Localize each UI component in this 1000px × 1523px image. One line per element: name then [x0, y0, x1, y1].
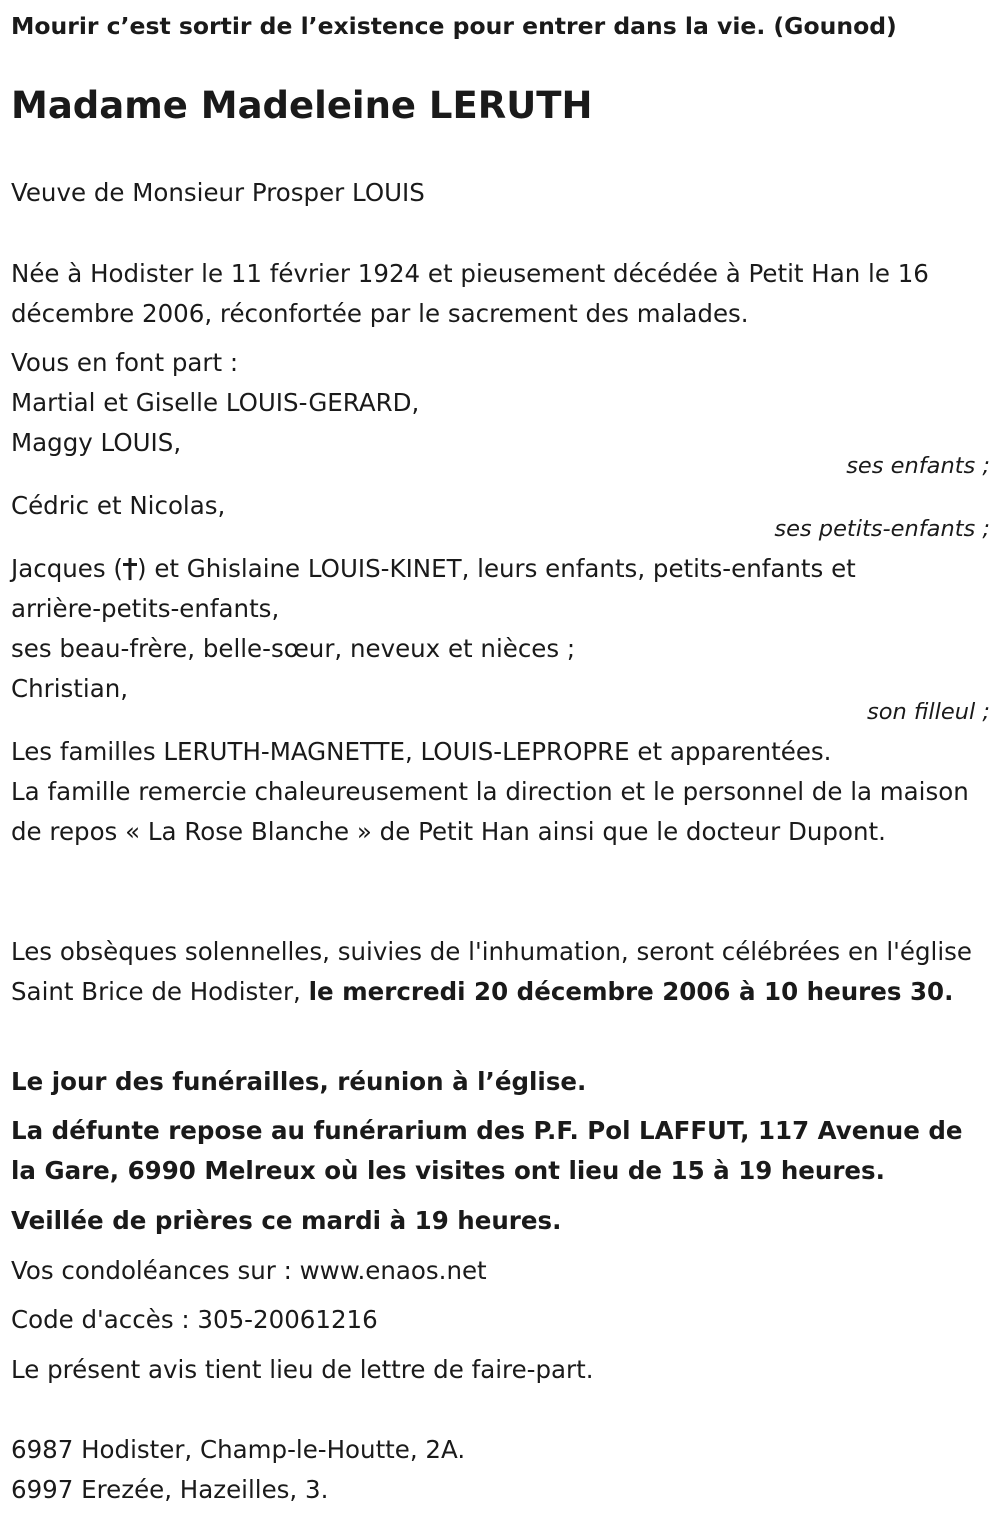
- condolences-line: Vos condoléances sur : www.enaos.net: [11, 1256, 487, 1285]
- cross-icon: [123, 549, 137, 589]
- christian-line: Christian,: [11, 674, 129, 703]
- meeting-line: Le jour des funérailles, réunion à l’église.: [11, 1067, 587, 1096]
- child-line-1: Martial et Giselle LOUIS-GERARD,: [11, 388, 420, 417]
- children-role: ses enfants ;: [846, 453, 990, 479]
- access-code-line: Code d'accès : 305-20061216: [11, 1305, 378, 1334]
- child-line-2: Maggy LOUIS,: [11, 428, 182, 457]
- funeral-date: le mercredi 20 décembre 2006 à 10 heures 30.: [308, 977, 954, 1006]
- jacques-line-2: arrière-petits-enfants,: [11, 594, 280, 623]
- grandchildren-role: ses petits-enfants ;: [774, 516, 990, 542]
- widow-line: Veuve de Monsieur Prosper LOUIS: [11, 178, 425, 207]
- funeral-text-plain: Les obsèques solennelles, suivies de l'inhumation, seront célébrées en l'église Saint Brice de Hodister,: [11, 937, 972, 1006]
- funeral-text: [11, 932, 990, 1012]
- address-line-1: 6987 Hodister, Champ-le-Houtte, 2A.: [11, 1435, 466, 1464]
- grandchildren-line: Cédric et Nicolas,: [11, 491, 226, 520]
- jacques-text-b: ) et Ghislaine LOUIS-KINET, leurs enfants, petits-enfants et: [136, 554, 856, 583]
- vigil-line: Veillée de prières ce mardi à 19 heures.: [11, 1206, 562, 1235]
- thanks-text: La famille remercie chaleureusement la direction et le personnel de la maison de repos « La Rose Blanche » de Petit Han ainsi que le docteur Dupont.: [11, 777, 969, 846]
- godson-role: son filleul ;: [866, 699, 990, 725]
- notice-line: Le présent avis tient lieu de lettre de faire-part.: [11, 1355, 594, 1384]
- intro-line: Vous en font part :: [11, 348, 239, 377]
- address-line-2: 6997 Erezée, Hazeilles, 3.: [11, 1475, 329, 1504]
- deceased-name: Madame Madeleine LERUTH: [11, 84, 593, 127]
- families-line: Les familles LERUTH-MAGNETTE, LOUIS-LEPROPRE et apparentées.: [11, 737, 832, 766]
- jacques-text-a: Jacques (: [11, 554, 123, 583]
- quote: Mourir c’est sortir de l’existence pour entrer dans la vie. (Gounod): [11, 12, 897, 40]
- birth-death-text: Née à Hodister le 11 février 1924 et pieusement décédée à Petit Han le 16 décembre 2006, réconfortée par le sacrement des malades.: [11, 259, 929, 328]
- funerarium-text: La défunte repose au funérarium des P.F. Pol LAFFUT, 117 Avenue de la Gare, 6990 Melreux où les visites ont lieu de 15 à 19 heures.: [11, 1116, 963, 1185]
- in-laws-line: ses beau-frère, belle-sœur, neveux et nièces ;: [11, 634, 576, 663]
- jacques-line: [11, 549, 990, 589]
